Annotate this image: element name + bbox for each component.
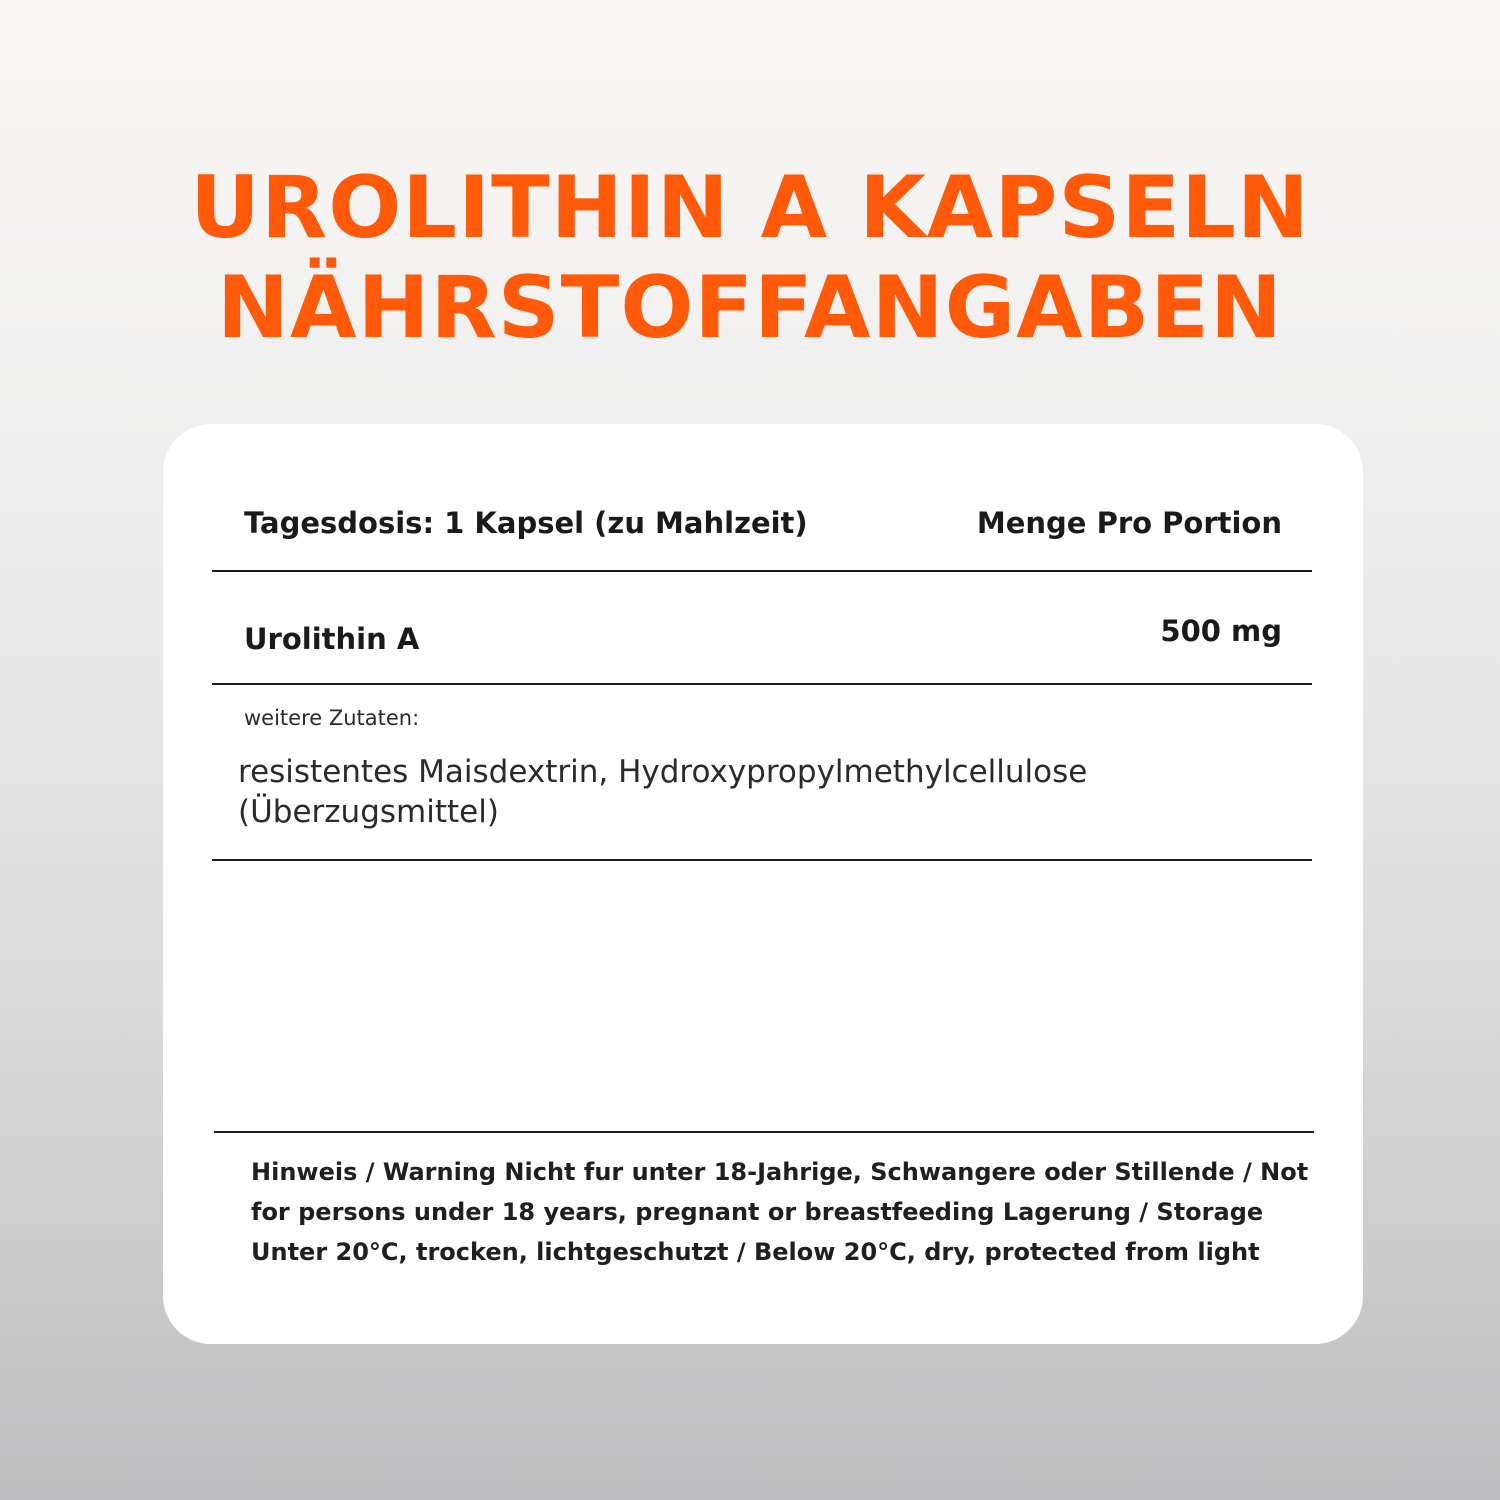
header-divider <box>212 570 1312 572</box>
daily-dose-header: Tagesdosis: 1 Kapsel (zu Mahlzeit) <box>244 506 808 540</box>
title-line-2: NÄHRSTOFFANGABEN <box>216 258 1283 358</box>
nutrient-amount: 500 mg <box>1160 614 1282 648</box>
row-divider <box>212 683 1312 685</box>
page-title <box>0 158 1500 358</box>
warning-storage-notice: Hinweis / Warning Nicht fur unter 18-Jahrige, Schwangere oder Stillende / Not for persons under 18 years, pregnant or breastfeeding Lagerung / Storage Unter 20°C, trocken, lichtgeschutzt / Below 20°C, dry, protected from light <box>251 1158 1309 1266</box>
nutrition-facts-card <box>163 424 1363 1344</box>
ingredients-divider <box>212 859 1312 861</box>
nutrient-name: Urolithin A <box>244 622 420 656</box>
notice-divider <box>214 1131 1314 1133</box>
amount-per-serving-header: Menge Pro Portion <box>976 506 1282 540</box>
title-line-1: UROLITHIN A KAPSELN <box>190 158 1310 258</box>
other-ingredients-label: weitere Zutaten: <box>244 706 420 730</box>
other-ingredients-list: resistentes Maisdextrin, Hydroxypropylmethylcellulose (Überzugsmittel) <box>238 754 1088 830</box>
